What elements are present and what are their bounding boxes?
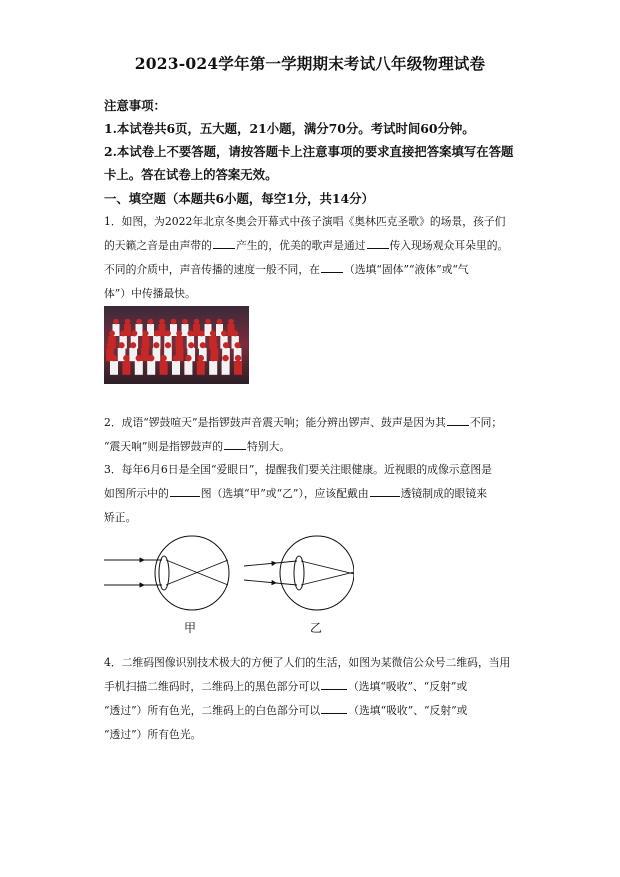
- choir-child-hat: [221, 330, 227, 336]
- choir-child-hat: [205, 319, 211, 325]
- choir-child-body: [141, 348, 149, 361]
- q4-blank-1[interactable]: [321, 688, 347, 690]
- choir-child-hat: [228, 319, 234, 325]
- choir-child-hat: [176, 330, 182, 336]
- choir-child-hat: [111, 355, 117, 361]
- eye-b-label: 乙: [310, 621, 323, 635]
- choir-child-hat: [120, 330, 126, 336]
- choir-child-hat: [200, 342, 206, 348]
- choir-child-hat: [136, 355, 142, 361]
- choir-child-hat: [188, 342, 194, 348]
- choir-child-hat: [185, 355, 191, 361]
- q1-line-4: 体”）中传播最快。: [104, 287, 196, 300]
- choir-child-hat: [182, 319, 188, 325]
- q3-line-3: 矫正。: [104, 511, 137, 524]
- choir-child-body: [160, 361, 168, 375]
- choir-child-body: [234, 361, 242, 375]
- choir-photo: [104, 306, 249, 384]
- choir-child-body: [172, 361, 180, 375]
- choir-child-hat: [165, 330, 171, 336]
- choir-child-body: [222, 361, 230, 375]
- q1-blank-1[interactable]: [213, 247, 235, 249]
- choir-child-hat: [187, 330, 193, 336]
- choir-child-body: [147, 361, 155, 375]
- choir-child-hat: [210, 330, 216, 336]
- choir-child-body: [184, 361, 192, 375]
- choir-child-hat: [171, 319, 177, 325]
- choir-child-hat: [198, 355, 204, 361]
- choir-child-hat: [210, 355, 216, 361]
- choir-child-hat: [194, 319, 200, 325]
- choir-child-hat: [173, 355, 179, 361]
- choir-child-hat: [125, 319, 131, 325]
- q4-line-3: “透过”）所有色光，二维码上的白色部分可以 （选填“吸收”、“反射”或: [104, 704, 468, 717]
- choir-child-hat: [136, 319, 142, 325]
- section-1-heading: 一、填空题（本题共6小题，每空1分，共14分）: [104, 191, 374, 206]
- choir-child-hat: [109, 330, 115, 336]
- choir-child-hat: [148, 355, 154, 361]
- choir-child-hat: [142, 342, 148, 348]
- choir-child-hat: [107, 342, 113, 348]
- choir-child-hat: [131, 330, 137, 336]
- eye-diagram: [104, 533, 354, 638]
- notice-item-1: 1.本试卷共6页，五大题，21小题，满分70分。考试时间60分钟。: [104, 121, 475, 136]
- q4-blank-2[interactable]: [321, 712, 347, 714]
- q2-blank-1[interactable]: [447, 424, 469, 426]
- notice-item-2-line-1: 2.本试卷上不要答题，请按答题卡上注意事项的要求直接把答案填写在答题: [104, 144, 514, 159]
- eye-b: [244, 536, 354, 610]
- notice-heading: 注意事项：: [104, 98, 166, 113]
- choir-child-body: [182, 324, 189, 336]
- choir-photo-image: [104, 306, 249, 384]
- q4-line-2: 手机扫描二维码时，二维码上的黑色部分可以 （选填“吸收”、“反射”或: [104, 680, 468, 693]
- choir-child-hat: [160, 355, 166, 361]
- choir-child-body: [209, 361, 217, 375]
- q1-line-3: 不同的介质中，声音传播的速度一般不同，在 （选填“固体”“液体”或“气: [104, 263, 469, 276]
- choir-child-hat: [199, 330, 205, 336]
- choir-child-hat: [154, 330, 160, 336]
- choir-child-body: [170, 324, 177, 336]
- choir-child-hat: [235, 355, 241, 361]
- eye-a: [104, 536, 229, 610]
- q2-blank-2[interactable]: [224, 448, 246, 450]
- choir-child-hat: [159, 319, 165, 325]
- q1-line-2: 的天籁之音是由声带的 产生的，优美的歌声是通过 传入现场观众耳朵里的。: [104, 239, 509, 252]
- q1-blank-3[interactable]: [321, 271, 343, 273]
- choir-child-body: [122, 361, 130, 375]
- q1-line-1: 1．如图，为2022年北京冬奥会开幕式中孩子演唱《奥林匹克圣歌》的场景，孩子们: [104, 215, 506, 228]
- q4-line-1: 4．二维码图像识别技术极大的方便了人们的生活，如图为某微信公众号二维码，当用: [104, 656, 511, 669]
- q2-line-2: “震天响”则是指锣鼓声的 特别大。: [104, 440, 291, 453]
- eye-a-label: 甲: [184, 621, 197, 635]
- choir-child-body: [135, 361, 143, 375]
- q4-line-4: “透过”）所有色光。: [104, 728, 202, 741]
- q3-blank-2[interactable]: [370, 495, 400, 497]
- choir-child-hat: [165, 342, 171, 348]
- q1-blank-2[interactable]: [367, 247, 389, 249]
- choir-child-hat: [223, 342, 229, 348]
- choir-child-hat: [143, 330, 149, 336]
- choir-child-hat: [123, 355, 129, 361]
- choir-child-hat: [177, 342, 183, 348]
- choir-child-hat: [217, 319, 223, 325]
- choir-child-hat: [232, 330, 238, 336]
- q3-line-1: 3．每年6月6日是全国“爱眼日”，提醒我们要关注眼健康。近视眼的成像示意图是: [104, 463, 492, 476]
- choir-child-hat: [211, 342, 217, 348]
- q3-blank-1[interactable]: [170, 495, 200, 497]
- notice-item-2-line-2: 卡上。答在试卷上的答案无效。: [104, 167, 278, 182]
- q3-line-2: 如图所示中的 图（选填“甲”或“乙”），应该配戴由 透镜制成的眼镜来: [104, 487, 487, 500]
- choir-child-hat: [153, 342, 159, 348]
- choir-child-hat: [130, 342, 136, 348]
- choir-child-body: [197, 361, 205, 375]
- choir-child-hat: [119, 342, 125, 348]
- q2-line-1: 2．成语“锣鼓喧天”是指锣鼓声音震天响；能分辨出锣声、鼓声是因为其 不同；: [104, 416, 503, 429]
- choir-child-hat: [222, 355, 228, 361]
- choir-child-hat: [235, 342, 241, 348]
- choir-child-hat: [113, 319, 119, 325]
- choir-child-hat: [148, 319, 154, 325]
- exam-title: 2023-024学年第一学期期末考试八年级物理试卷: [134, 54, 486, 73]
- choir-child-body: [110, 361, 118, 375]
